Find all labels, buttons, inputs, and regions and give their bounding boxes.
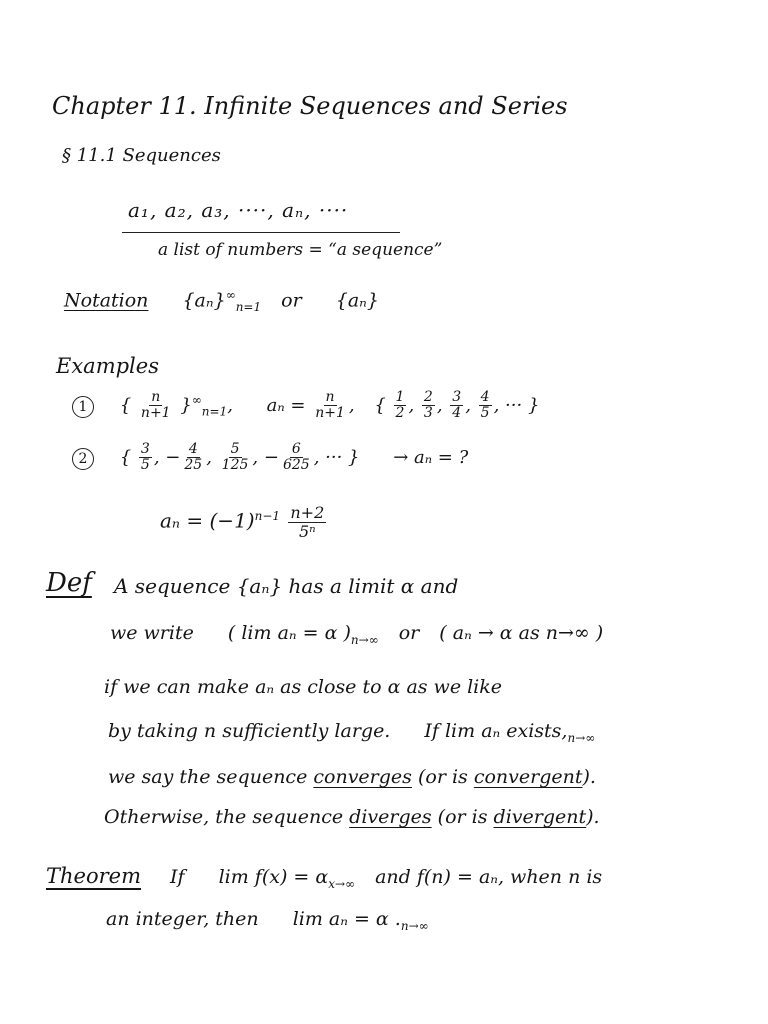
theorem-line-1: If $\lim f(x) = \alpha_{x\to\infty}$ and f(n) = aₙ, when n is (170, 866, 603, 891)
definition-line-5: we say the sequence converges (or is convergent). (108, 766, 596, 788)
example-1-term: $\frac{4}{5}$ (480, 389, 490, 422)
example-1-an-label: aₙ = (266, 394, 306, 416)
diverges-term: diverges (349, 806, 432, 828)
example-1-term: $\frac{1}{2}$ (395, 389, 405, 422)
theorem-label: Theorem (46, 864, 141, 888)
example-1-term: $\frac{2}{3}$ (423, 389, 433, 422)
definition-line-4: by taking n sufficiently large. If lim aₙ $exists,_{n\to\infty}$ (108, 720, 596, 745)
notation-form2: {aₙ} (335, 289, 379, 312)
notation-form1: {aₙ} (182, 289, 226, 312)
examples-label: Examples (56, 354, 159, 378)
definition-line-3: if we can make aₙ as close to α as we like (104, 676, 503, 698)
definition-label: Def (46, 568, 92, 598)
definition-line-2: we write ( lim aₙ = α )$_{n\to\infty}$ or ( aₙ → α as n→∞ ) (110, 622, 604, 647)
example-2-term: $\frac{4}{25}$ (184, 441, 203, 474)
example-2-question: → aₙ = ? (393, 446, 469, 468)
converges-term: converges (313, 766, 412, 788)
sequence-underline (122, 232, 400, 233)
example-1-set-fraction: $\frac{n}{n+1}$ (140, 389, 171, 422)
sequence-list: a₁, a₂, a₃, ····, aₙ, ···· (128, 198, 349, 222)
divergent-term: divergent (493, 806, 587, 828)
definition-line-6: Otherwise, the sequence diverges (or is divergent). (104, 806, 600, 828)
an-formula-fraction: $\frac{n+2}{\text{5ⁿ}}$ (290, 503, 325, 541)
notation-label: Notation (64, 289, 149, 312)
example-2: 2 { $\frac{3}{5}$ , − $\frac{4}{25}$ , $\frac{5}{125}$ , − $\frac{6}{625}$ , ··· } → aₙ = ? (72, 442, 468, 474)
notation-line (64, 288, 379, 314)
sequence-caption: a list of numbers = “a sequence” (158, 240, 443, 260)
example-2-marker: 2 (72, 448, 94, 470)
convergent-term: convergent (473, 766, 583, 788)
notation-form1-sub: n=1 (235, 300, 262, 315)
example-1: 1 { $\frac{n}{n+1}$ }$^\infty_{n=1}$, aₙ = $\frac{n}{n+1}$ , { $\frac{1}{2}$ , $\frac{2}{3}$ , $\frac{3}{4}$ , $\frac{4}{5}$ , ··· } (72, 390, 539, 422)
notation-or: or (281, 289, 302, 312)
example-2-term: $\frac{5}{125}$ (221, 441, 249, 474)
an-formula: $a_n = (-1)^{n-1}$ $\frac{n+2}{\text{5ⁿ}}$ (160, 503, 325, 541)
example-1-an-fraction: $\frac{n}{n+1}$ (315, 389, 345, 422)
section-title: § 11.1 Sequences (62, 145, 221, 166)
definition-line-1: A sequence {aₙ} has a limit α and (114, 574, 459, 598)
example-2-term: $\frac{3}{5}$ (140, 441, 150, 474)
example-1-marker: 1 (72, 396, 94, 418)
example-1-term: $\frac{3}{4}$ (452, 389, 462, 422)
theorem-line-2: an integer, then lim aₙ = α $._{n\to\infty}$ (106, 908, 429, 933)
example-2-term: $\frac{6}{625}$ (282, 441, 310, 474)
notation-form1-sup: ∞ (225, 288, 236, 302)
chapter-title: Chapter 11. Infinite Sequences and Series (52, 92, 568, 120)
